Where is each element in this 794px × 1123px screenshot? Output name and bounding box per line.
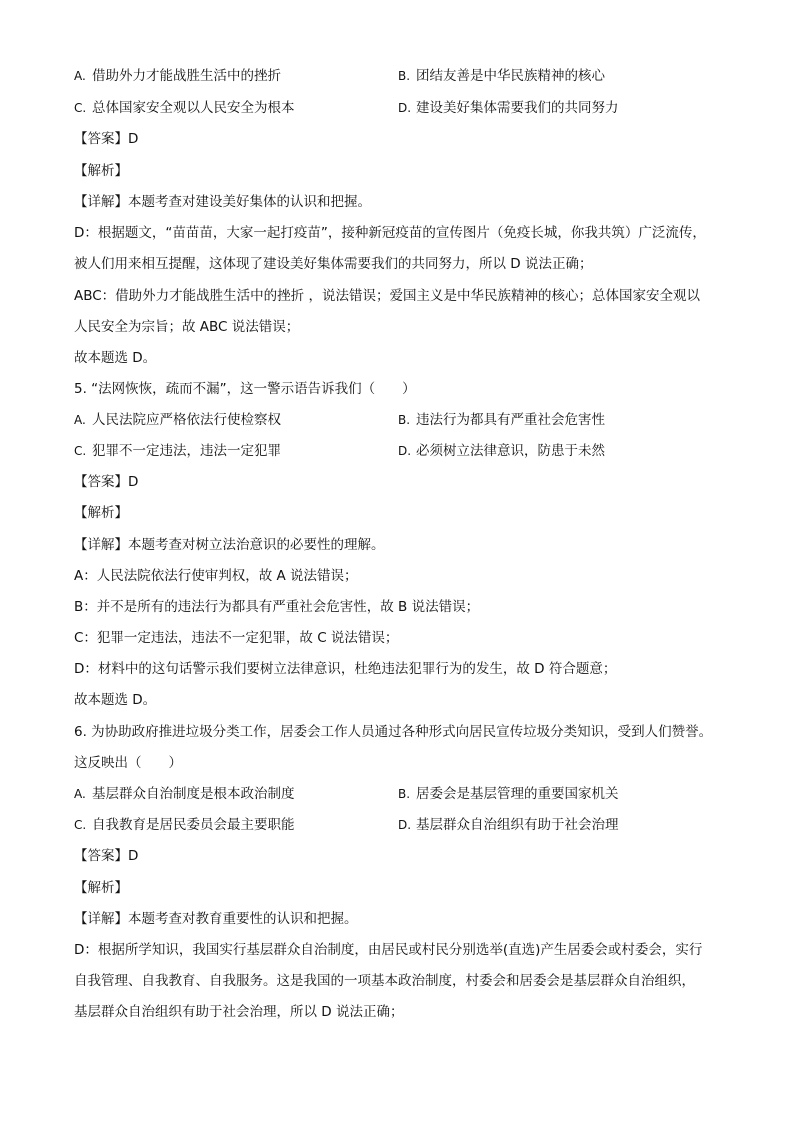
q6-stem-line1: 6. 为协助政府推进垃圾分类工作，居委会工作人员通过各种形式向居民宣传垃圾分类知识，受到人们赞誉。 — [74, 724, 713, 740]
q4-answer: 【答案】D — [74, 131, 139, 147]
q4-option-c — [74, 98, 295, 118]
q5-answer: 【答案】D — [74, 474, 139, 490]
option-text: 基层群众自治组织有助于社会治理 — [416, 817, 619, 833]
q4-explanation-abc-line2: 人民安全为宗旨；故 ABC 说法错误； — [74, 319, 300, 335]
q4-option-d — [398, 98, 619, 118]
option-text: 犯罪不一定违法，违法一定犯罪 — [92, 443, 281, 459]
option-letter: C. — [74, 444, 87, 458]
option-text: 总体国家安全观以人民安全为根本 — [92, 100, 295, 116]
q4-explanation-d-line2: 被人们用来相互提醒，这体现了建设美好集体需要我们的共同努力，所以 D 说法正确； — [74, 256, 593, 272]
q4-explanation-abc-line1: ABC：借助外力才能战胜生活中的挫折 ，说法错误；爱国主义是中华民族精神的核心；总体国家安全观以 — [74, 288, 700, 304]
q5-analysis-label: 【解析】 — [74, 505, 128, 521]
option-text: 基层群众自治制度是根本政治制度 — [92, 786, 295, 802]
q4-option-a — [74, 66, 281, 86]
q5-option-d — [398, 441, 605, 461]
q5-explanation-b: B：并不是所有的违法行为都具有严重社会危害性，故 B 说法错误； — [74, 599, 480, 615]
option-letter: D. — [398, 101, 412, 115]
option-text: 借助外力才能战胜生活中的挫折 — [92, 68, 281, 84]
option-letter: B. — [398, 69, 411, 83]
q5-explanation-c: C：犯罪一定违法，违法不一定犯罪，故 C 说法错误； — [74, 630, 399, 646]
q6-answer: 【答案】D — [74, 848, 139, 864]
option-letter: D. — [398, 444, 412, 458]
q6-stem-line2: 这反映出（ ） — [74, 755, 182, 771]
q4-analysis-label: 【解析】 — [74, 163, 128, 179]
q5-option-b — [398, 410, 605, 430]
q6-explanation-d-line1: D：根据所学知识，我国实行基层群众自治制度，由居民或村民分别选举(直选)产生居委会或村委会，实行 — [74, 942, 703, 958]
q4-explanation-d-line1: D：根据题文，“苗苗苗，大家一起打疫苗”，接种新冠疫苗的宣传图片（免疫长城，你我共筑）广泛流传， — [74, 225, 706, 241]
q6-option-b — [398, 784, 619, 804]
q6-option-d — [398, 815, 619, 835]
q5-stem: 5. “法网恢恢，疏而不漏”，这一警示语告诉我们（ ） — [74, 381, 416, 397]
q5-option-a — [74, 410, 281, 430]
option-text: 团结友善是中华民族精神的核心 — [416, 68, 605, 84]
option-text: 建设美好集体需要我们的共同努力 — [416, 100, 619, 116]
option-letter: A. — [74, 69, 86, 83]
option-letter: B. — [398, 413, 411, 427]
option-letter: A. — [74, 787, 86, 801]
q4-option-b — [398, 66, 605, 86]
q5-detail: 【详解】本题考查对树立法治意识的必要性的理解。 — [74, 537, 385, 553]
option-letter: B. — [398, 787, 411, 801]
option-text: 违法行为都具有严重社会危害性 — [416, 412, 605, 428]
option-letter: D. — [398, 818, 412, 832]
q5-option-c — [74, 441, 281, 461]
q6-option-a — [74, 784, 295, 804]
q5-conclusion: 故本题选 D。 — [74, 692, 157, 708]
q5-explanation-d: D：材料中的这句话警示我们要树立法律意识，杜绝违法犯罪行为的发生，故 D 符合题意； — [74, 661, 617, 677]
q6-explanation-d-line2: 自我管理、自我教育、自我服务。这是我国的一项基本政治制度，村委会和居委会是基层群众自治组织， — [74, 973, 695, 989]
option-letter: A. — [74, 413, 86, 427]
option-letter: C. — [74, 818, 87, 832]
q4-conclusion: 故本题选 D。 — [74, 350, 157, 366]
option-text: 自我教育是居民委员会最主要职能 — [92, 817, 295, 833]
q5-explanation-a: A：人民法院依法行使审判权，故 A 说法错误； — [74, 568, 358, 584]
q6-analysis-label: 【解析】 — [74, 880, 128, 896]
option-letter: C. — [74, 101, 87, 115]
option-text: 必须树立法律意识，防患于未然 — [416, 443, 605, 459]
q4-detail: 【详解】本题考查对建设美好集体的认识和把握。 — [74, 194, 371, 210]
option-text: 居委会是基层管理的重要国家机关 — [416, 786, 619, 802]
q6-explanation-d-line3: 基层群众自治组织有助于社会治理，所以 D 说法正确； — [74, 1004, 404, 1020]
option-text: 人民法院应严格依法行使检察权 — [92, 412, 281, 428]
q6-detail: 【详解】本题考查对教育重要性的认识和把握。 — [74, 911, 358, 927]
q6-option-c — [74, 815, 295, 835]
